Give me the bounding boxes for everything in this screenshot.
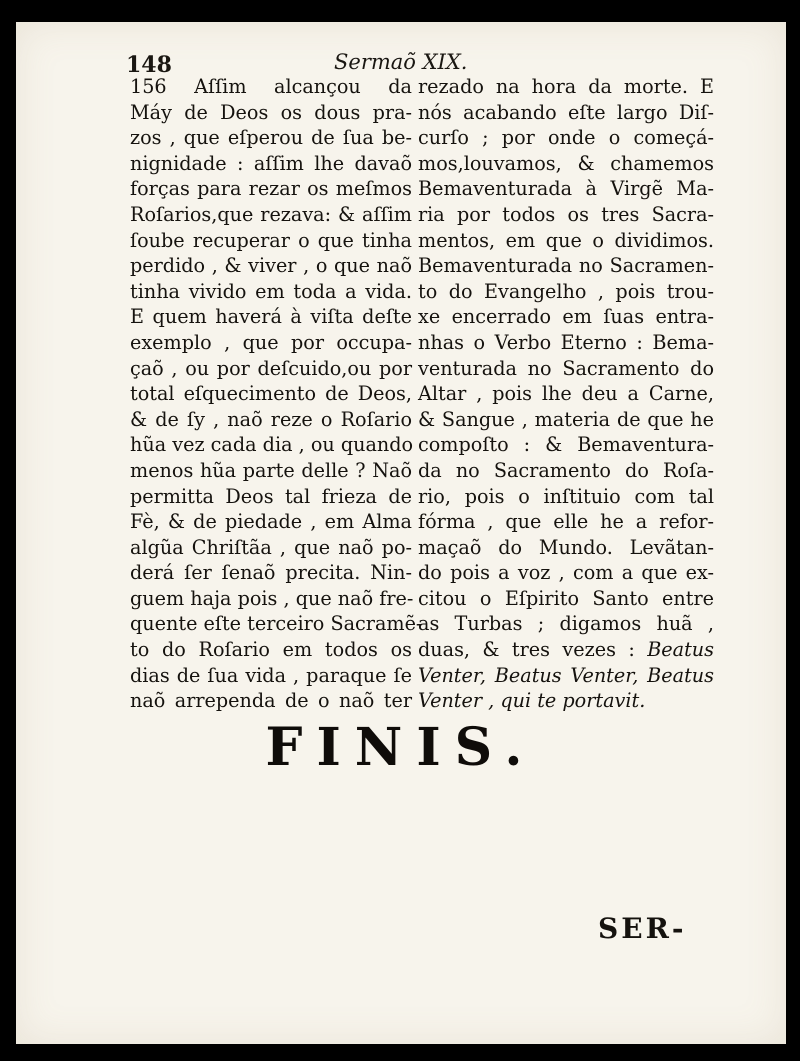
- text-line: Máy de Deos os dous pra-: [130, 100, 412, 124]
- text-line: Bemaventurada à Virgẽ Ma-: [418, 177, 714, 201]
- text-line: çaõ , ou por deſcuido,ou por: [130, 356, 412, 380]
- text-line: do pois a voz , com a que ex-: [418, 561, 714, 585]
- text-line: nós acabando eſte largo Diſ-: [418, 100, 714, 124]
- text-line: curſo ; por onde o começá-: [418, 126, 714, 150]
- text-line: menos hũa parte delle ? Naõ: [130, 458, 412, 482]
- text-line: hũa vez cada dia , ou quando: [130, 433, 414, 457]
- text-line: derá ſer ſenaõ precita. Nin-: [130, 561, 412, 585]
- text-line: mentos, em que o dividimos.: [418, 228, 714, 252]
- latin-phrase: Venter, Beatus Venter, Beatus: [418, 663, 714, 687]
- text-line: venturada no Sacramento do: [418, 356, 714, 380]
- finis-heading: FINIS.: [265, 717, 537, 778]
- text-line: ſoube recuperar o que tinha: [130, 228, 412, 252]
- latin-phrase: Venter , qui te portavit.: [418, 689, 646, 713]
- text-line: 156 Aſſim alcançou da: [130, 75, 412, 98]
- text-line: ria por todos os tres Sacra-: [418, 202, 714, 226]
- text-line: Fè, & de piedade , em Alma: [130, 510, 412, 534]
- text-line: compoſto : & Bemaventura-: [418, 433, 714, 457]
- text-line: & Sangue , materia de que he: [418, 407, 714, 431]
- text-line: naõ arrependa de o naõ ter: [130, 689, 412, 713]
- right-column: [418, 74, 714, 714]
- text-line: da no Sacramento do Roſa-: [418, 458, 714, 482]
- text-line: guem haja pois , que naõ fre-: [130, 586, 414, 610]
- text-line: [418, 637, 714, 663]
- text-line: Bemaventurada no Sacramen-: [418, 254, 714, 278]
- text-line: nhas o Verbo Eterno : Bema-: [418, 330, 714, 354]
- left-column: [130, 74, 423, 714]
- text-line: maçaõ do Mundo. Levãtan-: [418, 535, 714, 559]
- text-segment: duas, & tres vezes :: [418, 638, 648, 662]
- text-line: Altar , pois lhe deu a Carne,: [418, 382, 714, 406]
- text-line: & de ſy , naõ reze o Roſario: [130, 407, 412, 431]
- text-line: algũa Chriſtãa , que naõ po-: [130, 535, 412, 559]
- running-title: Sermaõ XIX.: [334, 50, 468, 74]
- text-line: tinha vivido em toda a vida.: [130, 279, 412, 303]
- text-line: xe encerrado em ſuas entra-: [418, 305, 714, 329]
- text-line: fórma , que elle he a refor-: [418, 510, 714, 534]
- text-line: citou o Eſpirito Santo entre: [418, 586, 714, 610]
- text-line: rio, pois o inſtituio com tal: [418, 484, 714, 508]
- text-line: dias de ſua vida , paraque ſe: [130, 663, 412, 687]
- text-line: to do Roſario em todos os: [130, 638, 412, 662]
- page-number: 148: [126, 52, 172, 78]
- text-line: to do Evangelho , pois trou-: [418, 279, 714, 303]
- text-line: forças para rezar os meſmos: [130, 177, 412, 201]
- text-line: nignidade : aſſim lhe davaõ: [130, 151, 412, 175]
- catchword: SER-: [598, 912, 687, 945]
- text-line: mos,louvamos, & chamemos: [418, 151, 714, 175]
- text-line: as Turbas ; digamos huã ,: [418, 612, 714, 636]
- text-line: permitta Deos tal frieza de: [130, 484, 412, 508]
- text-line: Roſarios,que rezava: & aſſim: [130, 202, 412, 226]
- text-line: E quem haverá à viſta deſte: [130, 305, 412, 329]
- text-line: zos , que eſperou de ſua be-: [130, 126, 412, 150]
- text-line: perdido , & viver , o que naõ: [130, 254, 412, 278]
- text-line: total eſquecimento de Deos,: [130, 382, 412, 406]
- text-line: rezado na hora da morte. E: [418, 75, 714, 98]
- text-line: exemplo , que por occupa-: [130, 330, 412, 354]
- document-page: [16, 22, 786, 1044]
- latin-phrase: Beatus: [647, 638, 714, 662]
- text-line: quente eſte terceiro Sacramẽ-: [130, 612, 423, 636]
